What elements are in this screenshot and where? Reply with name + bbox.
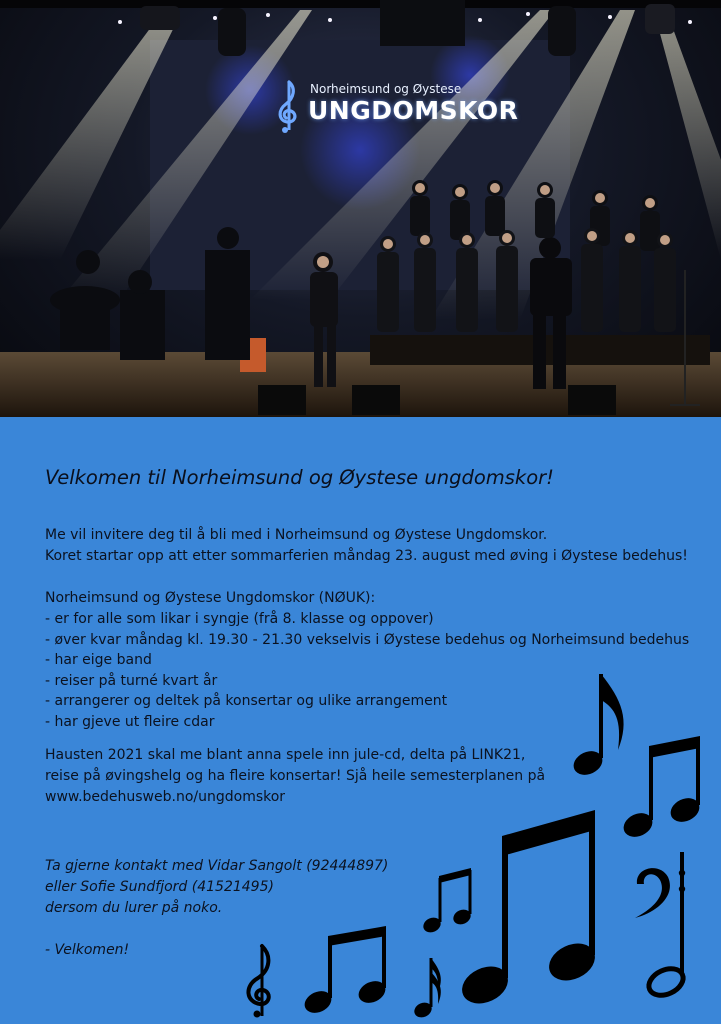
music-notes-decoration [230, 660, 710, 1020]
bass-clef-icon [635, 868, 685, 918]
concert-photo [0, 0, 721, 417]
contact-line: dersom du lurer på noko. [45, 900, 223, 916]
autumn-line: reise på øvingshelg og ha fleire konsertar! Sjå heile semesterplanen på [45, 768, 546, 784]
beamed-notes-icon [301, 926, 389, 1017]
sixteenth-note-icon [412, 958, 441, 1020]
beamed-notes-icon [421, 868, 473, 935]
closing-text: - Velkomen! [45, 942, 130, 958]
beamed-notes-icon [620, 736, 703, 841]
list-item: - har eige band [45, 652, 152, 668]
list-item: - arrangerer og deltek på konsertar og ulike arrangement [45, 693, 448, 709]
stage-scene [0, 0, 721, 417]
list-item: - øver kvar måndag kl. 19.30 - 21.30 vekselvis i Øystese bedehus og Norheimsund bedehus [45, 631, 690, 648]
list-item: - reiser på turné kvart år [45, 672, 218, 689]
facts-title: Norheimsund og Øystese Ungdomskor (NØUK): [45, 590, 376, 606]
contact-line: Ta gjerne kontakt med Vidar Sangolt (92444897) [45, 858, 389, 874]
treble-clef-icon [248, 946, 268, 1018]
logo-name: UNGDOMSKOR [308, 96, 519, 125]
list-item: - er for alle som likar i syngje (frå 8. klasse og oppover) [45, 611, 434, 627]
intro-line: Koret startar opp att etter sommarferien måndag 23. august med øving i Øystese bedehus! [45, 548, 688, 564]
website-link[interactable]: www.bedehusweb.no/ungdomskor [45, 789, 286, 805]
intro-paragraph [45, 525, 688, 567]
autumn-line: Hausten 2021 skal me blant anna spele inn jule-cd, delta på LINK21, [45, 747, 526, 763]
intro-line: Me vil invitere deg til å bli med i Norheimsund og Øystese Ungdomskor. [45, 527, 548, 543]
eighth-note-icon [570, 674, 624, 779]
logo-subtitle: Norheimsund og Øystese [310, 82, 462, 96]
page-title: Velkomen til Norheimsund og Øystese ungdomskor! [45, 466, 554, 489]
flyer-content [45, 466, 705, 958]
treble-clef-logo-icon [272, 78, 304, 134]
contact-line: eller Sofie Sundfjord (41521495) [45, 879, 274, 895]
beamed-notes-icon [456, 810, 601, 1011]
list-item: - har gjeve ut fleire cdar [45, 713, 215, 730]
choir-logo [272, 78, 519, 134]
